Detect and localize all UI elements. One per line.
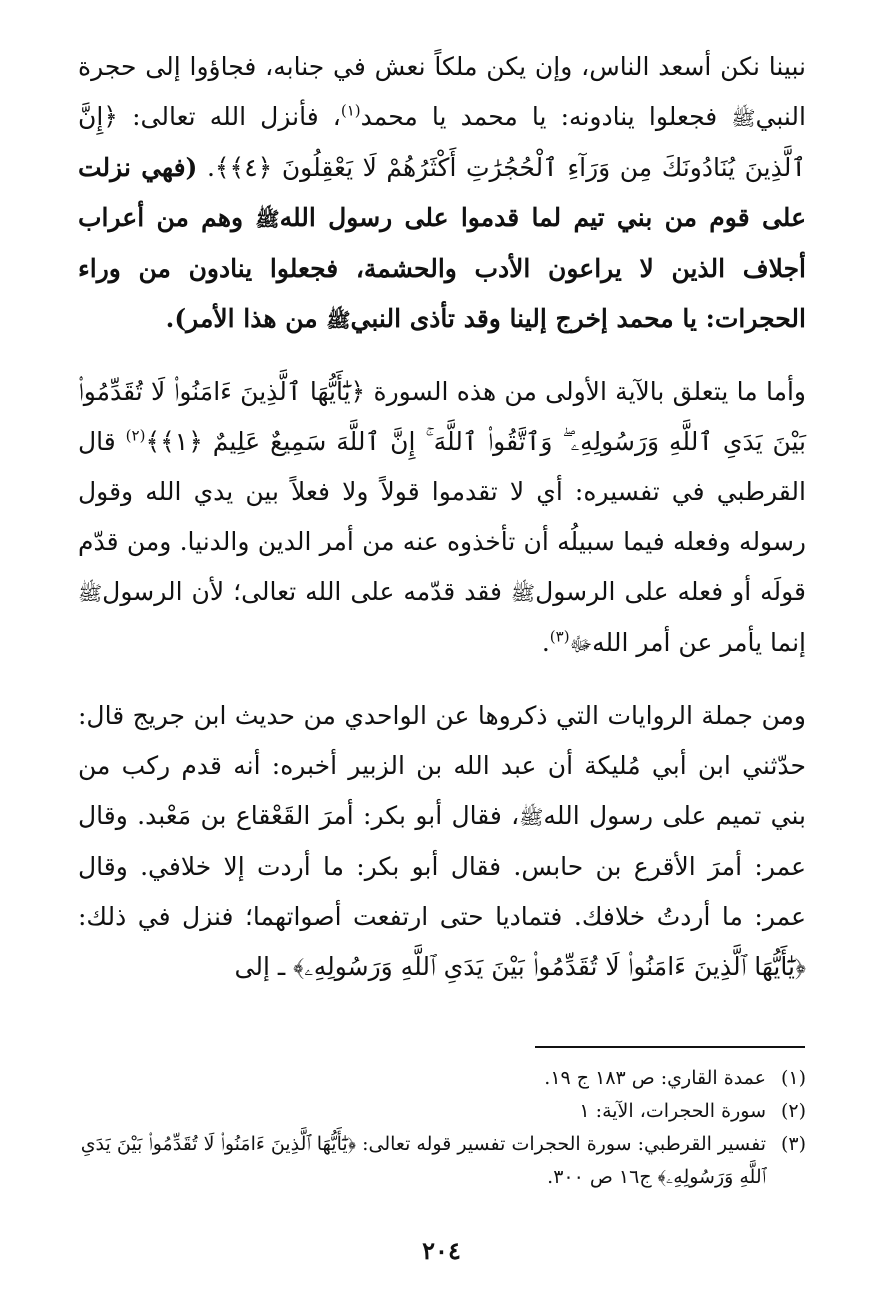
footnote-text: تفسير القرطبي: سورة الحجرات تفسير قوله تعالى: ﴿يَٰٓأَيُّهَا ٱلَّذِينَ ءَامَنُوا۟ لَا تُقَدِّمُوا۟ بَيْنَ يَدَىِ ٱللَّهِ وَرَسُولِهِۦ﴾ ج١٦ ص ٣٠٠. — [80, 1133, 766, 1188]
paragraph-1-bold-a: (فهي نزلت على قوم من بني تيم لما قدموا على رسول الله — [78, 153, 806, 232]
page-number: ٢٠٤ — [422, 1236, 461, 1265]
footnote-marker-3: (٣) — [549, 627, 570, 646]
jalla-jalaluhu-symbol: ﷻ — [569, 632, 593, 656]
paragraph-1-text-b: فجعلوا ينادونه: يا محمد يا محمد — [360, 102, 732, 131]
paragraph-2-text-d: إنما يأمر عن أمر الله — [592, 628, 806, 657]
paragraph-1-bold-b: وهم من أعراب أجلاف الذين لا يراعون الأدب والحشمة، فجعلوا ينادون من وراء الحجرات: يا محمد إخرج إلينا وقد تأذى النبي — [78, 203, 806, 333]
salawat-symbol: ﷺ — [731, 106, 756, 130]
footnote-divider — [535, 1046, 805, 1048]
paragraph-2 — [78, 367, 806, 669]
footnote-item — [78, 1095, 806, 1128]
paragraph-3 — [78, 691, 806, 992]
footnotes — [78, 1062, 806, 1194]
paragraph-2-text-c: فقد قدّمه على الله تعالى؛ لأن الرسول — [102, 577, 511, 606]
paragraph-1-bold-c: من هذا الأمر). — [165, 304, 327, 333]
salawat-symbol: ﷺ — [78, 581, 103, 605]
salawat-symbol: ﷺ — [510, 581, 536, 605]
footnote-number: (٢) — [780, 1100, 806, 1122]
footnote-number: (٣) — [780, 1133, 806, 1155]
salawat-symbol: ﷺ — [255, 207, 280, 231]
footnote-text: سورة الحجرات، الآية: ١ — [579, 1100, 766, 1122]
footnote-marker-2: (٢) — [125, 426, 146, 445]
paragraph-3-text-a: ومن جملة الروايات التي ذكروها عن الواحدي من حديث ابن جريج قال: حدّثني ابن أبي مُليكة أن عبد الله بن الزبير أخبره: أنه قدم ركب من بني تميم على رسول الله — [78, 701, 807, 830]
paragraph-1-text-c: ، فأنزل الله تعالى: ﴿إِنَّ ٱلَّذِينَ يُنَادُونَكَ مِن وَرَآءِ ٱلْحُجُرَٰتِ أَكْثَرُهُمْ لَا يَعْقِلُونَ ﴿٤﴾﴾. — [78, 102, 807, 182]
paragraph-1 — [78, 42, 806, 345]
paragraph-2-text-e: . — [541, 628, 550, 657]
footnote-marker-1: (١) — [340, 101, 361, 120]
footnote-text: عمدة القاري: ص ١٨٣ ج ١٩. — [544, 1067, 766, 1089]
paragraph-2-text-b: قال القرطبي في تفسيره: أي لا تقدموا قولاً ولا فعلاً بين يدي الله وقول رسوله وفعله فيما سبيلُه أن تأخذوه عنه من أمر الدين والدنيا. ومن قدّم قولَه أو فعله على الرسول — [78, 427, 807, 606]
salawat-symbol: ﷺ — [519, 805, 544, 829]
footnote-item — [78, 1062, 806, 1095]
paragraph-3-text-b: ، فقال أبو بكر: أمرَ القَعْقاع بن مَعْبد. وقال عمر: أمرَ الأقرع بن حابس. فقال أبو بكر: ما أردت إلا خلافي. وقال عمر: ما أردتُ خلافك. فتماديا حتى ارتفعت أصواتهما؛ فنزل في ذلك: ﴿يَٰٓأَيُّهَا ٱلَّذِينَ ءَامَنُوا۟ لَا تُقَدِّمُوا۟ بَيْنَ يَدَىِ ٱللَّهِ وَرَسُولِهِۦ﴾ ـ إلى — [78, 801, 806, 981]
page-body — [78, 42, 806, 992]
salawat-symbol: ﷺ — [326, 308, 351, 332]
footnote-number: (١) — [780, 1067, 806, 1089]
paragraph-2-text-a: وأما ما يتعلق بالآية الأولى من هذه السورة ﴿يَٰٓأَيُّهَا ٱلَّذِينَ ءَامَنُوا۟ لَا تُقَدِّمُوا۟ بَيْنَ يَدَىِ ٱللَّهِ وَرَسُولِهِۦ ۖ وَٱتَّقُوا۟ ٱللَّهَ ۚ إِنَّ ٱللَّهَ سَمِيعٌ عَلِيمٌ ﴿١﴾﴾ — [78, 377, 807, 456]
paragraph-1-text-a: نبينا نكن أسعد الناس، وإن يكن ملكاً نعش في جنابه، فجاؤوا إلى حجرة النبي — [78, 52, 806, 131]
footnote-item — [78, 1128, 806, 1194]
